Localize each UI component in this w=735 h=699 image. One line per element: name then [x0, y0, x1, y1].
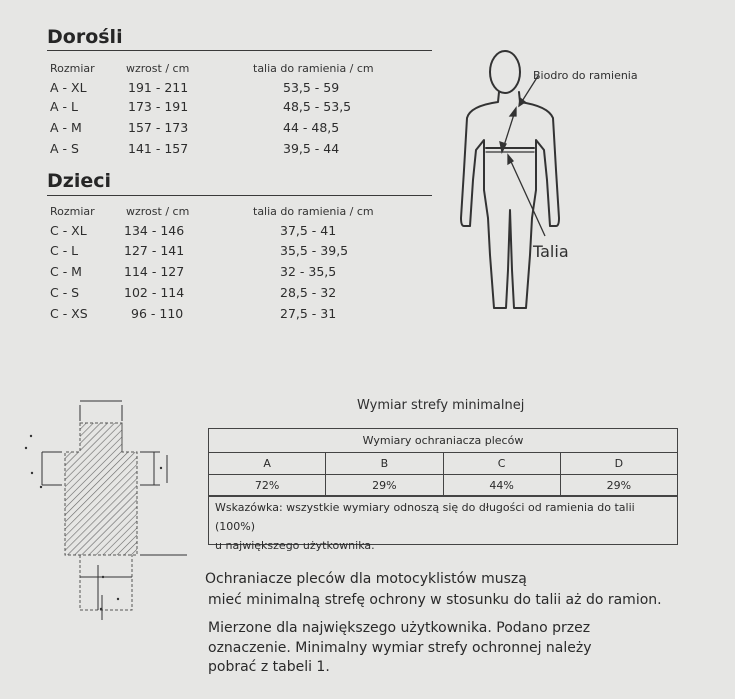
- drawing-dot: [40, 486, 42, 488]
- adults-header-torso: talia do ramienia / cm: [253, 62, 374, 75]
- protector-table-title: Wymiary ochraniacza pleców: [209, 429, 678, 453]
- back-protector-drawing: [22, 395, 197, 625]
- protector-table-value-d: 29%: [560, 475, 677, 497]
- children-header-torso: talia do ramienia / cm: [253, 205, 374, 218]
- children-row-torso: 35,5 - 39,5: [280, 243, 349, 258]
- children-row-height: 127 - 141: [124, 243, 185, 258]
- children-row-height: 114 - 127: [124, 264, 185, 279]
- drawing-dot: [100, 608, 102, 610]
- children-row-torso: 37,5 - 41: [280, 223, 337, 238]
- protector-note-box: [208, 495, 678, 552]
- protector-table-header-a: A: [209, 453, 326, 475]
- adults-row-height: 157 - 173: [128, 120, 189, 135]
- protector-lower-outline: [80, 555, 132, 610]
- adults-title: Dorośli: [47, 26, 123, 48]
- children-row-size: C - XL: [50, 223, 87, 238]
- protector-table-header-b: B: [326, 453, 443, 475]
- adults-row-height: 191 - 211: [128, 80, 189, 95]
- figure-head: [490, 51, 520, 93]
- drawing-dot: [160, 467, 162, 469]
- adults-row-torso: 48,5 - 53,5: [283, 99, 352, 114]
- shoulder-pointer-arrowhead: [519, 98, 525, 106]
- human-figure-diagram: [450, 40, 650, 320]
- children-row-size: C - M: [50, 264, 82, 279]
- description-line1: Ochraniacze pleców dla motocyklistów muszą: [205, 571, 527, 587]
- protector-note-line2: u największego użytkownika.: [215, 539, 375, 552]
- children-row-size: C - S: [50, 285, 80, 300]
- drawing-dot: [102, 576, 104, 578]
- waist-pointer-line: [508, 155, 545, 236]
- description-line3: Mierzone dla największego użytkownika. Podano przez: [208, 620, 591, 636]
- min-zone-title: Wymiar strefy minimalnej: [357, 398, 525, 413]
- protector-table-header-c: C: [443, 453, 560, 475]
- adults-row-torso: 53,5 - 59: [283, 80, 340, 95]
- drawing-dot: [31, 472, 33, 474]
- protector-table-value-a: 72%: [209, 475, 326, 497]
- protector-table-value-b: 29%: [326, 475, 443, 497]
- children-row-size: C - XS: [50, 306, 88, 321]
- adults-row-height: 141 - 157: [128, 141, 189, 156]
- description-line5: pobrać z tabeli 1.: [208, 659, 330, 675]
- children-row-torso: 32 - 35,5: [280, 264, 337, 279]
- adults-row-size: A - L: [50, 99, 78, 114]
- drawing-dot: [30, 435, 32, 437]
- children-row-height: 134 - 146: [124, 223, 185, 238]
- figure-label-shoulder: Biodro do ramienia: [533, 69, 638, 82]
- children-row-torso: 27,5 - 31: [280, 306, 337, 321]
- torso-measure-arrow-top: [510, 108, 516, 116]
- figure-label-waist: Talia: [533, 242, 569, 261]
- protector-dimensions-table: [208, 428, 678, 497]
- torso-measure-arrow-bottom: [500, 142, 506, 152]
- children-row-height: 96 - 110: [131, 306, 184, 321]
- children-header-size: Rozmiar: [50, 205, 95, 218]
- children-title: Dzieci: [47, 170, 112, 192]
- adults-row-torso: 39,5 - 44: [283, 141, 340, 156]
- description-line4: oznaczenie. Minimalny wymiar strefy ochronnej należy: [208, 640, 592, 656]
- children-row-height: 102 - 114: [124, 285, 185, 300]
- adults-row-size: A - S: [50, 141, 79, 156]
- protector-table-value-c: 44%: [443, 475, 560, 497]
- adults-row-torso: 44 - 48,5: [283, 120, 340, 135]
- adults-header-height: wzrost / cm: [126, 62, 190, 75]
- adults-row-size: A - M: [50, 120, 82, 135]
- description-line2: mieć minimalną strefę ochrony w stosunku do talii aż do ramion.: [208, 592, 662, 608]
- children-row-torso: 28,5 - 32: [280, 285, 337, 300]
- protector-note-line1: Wskazówka: wszystkie wymiary odnoszą się do długości od ramienia do talii (100%): [215, 501, 635, 533]
- adults-row-size: A - XL: [50, 80, 87, 95]
- figure-body-outline: [461, 92, 559, 308]
- children-title-rule: [47, 195, 432, 196]
- protector-table-header-d: D: [560, 453, 677, 475]
- children-row-size: C - L: [50, 243, 79, 258]
- protector-shape: [65, 423, 137, 555]
- waist-pointer-arrowhead: [508, 155, 513, 164]
- adults-title-rule: [47, 50, 432, 51]
- drawing-dot: [25, 447, 27, 449]
- adults-row-height: 173 - 191: [128, 99, 189, 114]
- children-header-height: wzrost / cm: [126, 205, 190, 218]
- adults-header-size: Rozmiar: [50, 62, 95, 75]
- drawing-dot: [117, 598, 119, 600]
